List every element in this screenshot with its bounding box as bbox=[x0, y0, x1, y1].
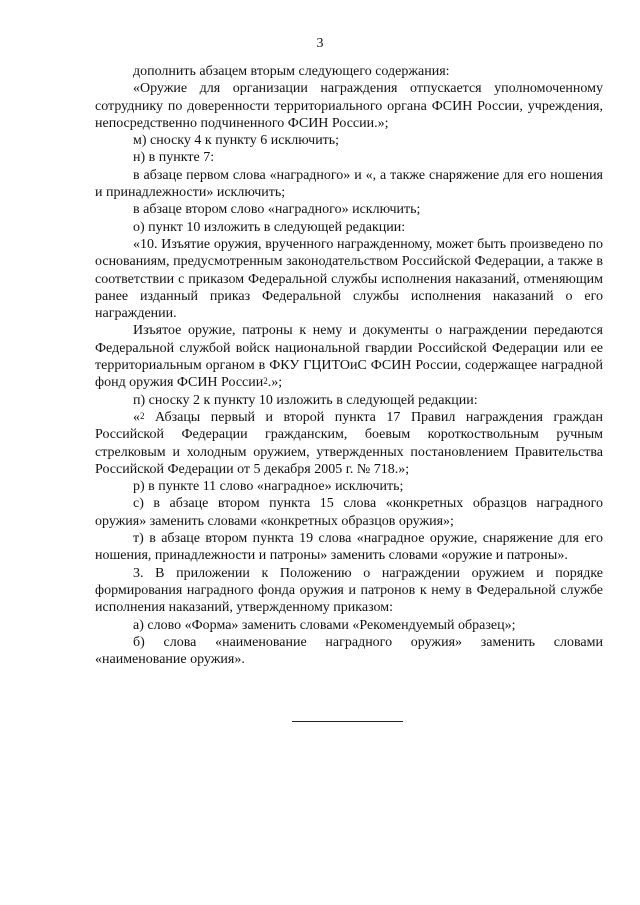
footnote-superscript: 2 bbox=[263, 376, 268, 387]
paragraph: а) слово «Форма» заменить словами «Рекомендуемый образец»; bbox=[133, 617, 516, 633]
paragraph: м) сноску 4 к пункту 6 исключить; bbox=[133, 133, 340, 149]
paragraph: р) в пункте 11 слово «наградное» исключить; bbox=[133, 479, 404, 495]
paragraph: п) сноску 2 к пункту 10 изложить в следующей редакции: bbox=[133, 392, 478, 408]
paragraph: в абзаце первом слова «наградного» и «, а также снаряжение для его ношения и принадлежности» исключить; bbox=[95, 167, 603, 201]
paragraph: 3. В приложении к Положению о награждении оружием и порядке формирования наградного фонда оружия и патронов к нему в Федеральной службе исполнения наказаний, утвержденному приказом: bbox=[95, 565, 603, 616]
paragraph bbox=[95, 409, 603, 478]
paragraph-text: Абзацы первый и второй пункта 17 Правил награждения граждан Российской Федерации гражданским, боевым короткоствольным ручным стрелковым и холодным оружием, утвержденных постановлением Правительства Российской Федерации от 5 декабря 2005 г. № 718.»; bbox=[95, 409, 603, 477]
end-divider bbox=[292, 721, 403, 722]
paragraph: в абзаце втором слово «наградного» исключить; bbox=[133, 202, 421, 218]
paragraph: дополнить абзацем вторым следующего содержания: bbox=[133, 64, 450, 79]
paragraph: о) пункт 10 изложить в следующей редакции: bbox=[133, 219, 406, 235]
page-number: 3 bbox=[316, 36, 324, 51]
paragraph: «10. Изъятие оружия, врученного награжденному, может быть произведено по основаниям, предусмотренным законодательством Российской Федерации, а также в соответствии с приказом Федеральной службы исполнения наказаний, отменяющим ранее изданный приказ Федеральной службы исполнения наказаний о его награждении. bbox=[95, 236, 603, 322]
paragraph: «Оружие для организации награждения отпускается уполномоченному сотруднику по доверенности территориального органа ФСИН России, учреждения, непосредственно подчиненного ФСИН России.»; bbox=[95, 81, 603, 131]
paragraph: б) слова «наименование наградного оружия» заменить словами «наименование оружия». bbox=[95, 634, 603, 668]
paragraph: т) в абзаце втором пункта 19 слова «наградное оружие, снаряжение для его ношения, принадлежности и патроны» заменить словами «оружие и патроны». bbox=[95, 531, 603, 564]
paragraph-prefix: « bbox=[133, 409, 140, 425]
document-body bbox=[95, 63, 603, 668]
paragraph: н) в пункте 7: bbox=[133, 150, 215, 166]
paragraph-text: Изъятое оружие, патроны к нему и документы о награждении передаются Федеральной службой войск национальной гвардии Российской Федерации или ее территориальным органом в ФКУ ГЦИТОиС ФСИН России, содержащее наградной фонд оружия ФСИН России bbox=[95, 323, 603, 391]
paragraph-suffix: .»; bbox=[267, 375, 283, 391]
footnote-superscript: 2 bbox=[140, 410, 145, 421]
paragraph bbox=[95, 322, 603, 391]
paragraph: с) в абзаце втором пункта 15 слова «конкретных образцов наградного оружия» заменить словами «конкретных образцов оружия»; bbox=[95, 496, 603, 529]
